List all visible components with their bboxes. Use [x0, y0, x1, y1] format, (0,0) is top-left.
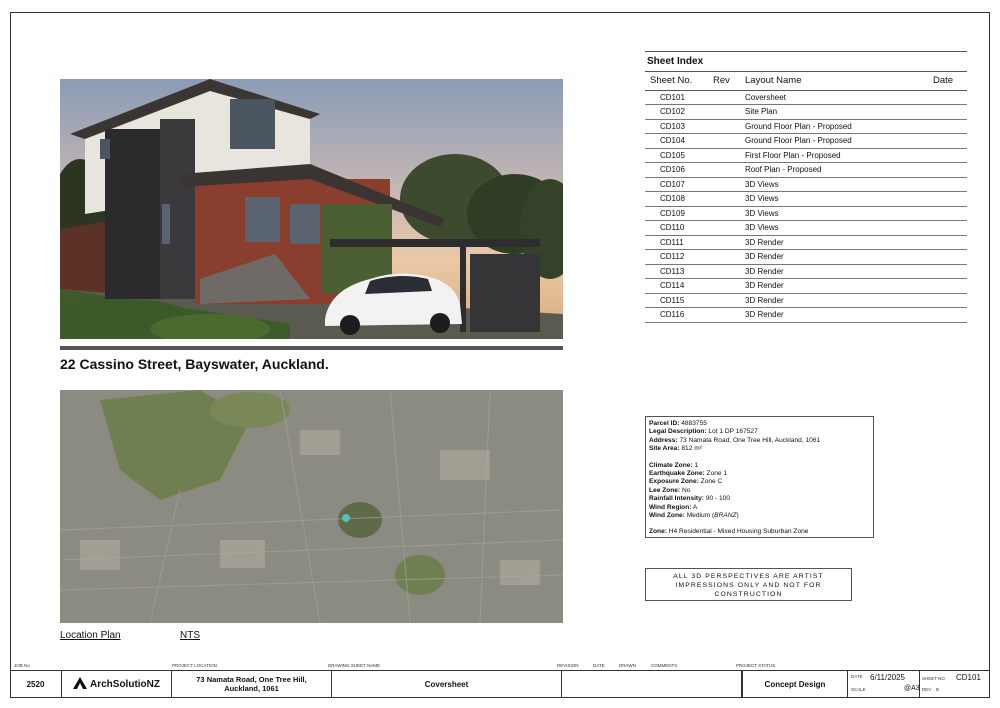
row-sheet-no: CD111	[645, 235, 713, 250]
row-rev	[713, 177, 745, 192]
sheet-number-cell	[920, 671, 990, 697]
row-layout-name: Coversheet	[745, 90, 933, 105]
row-rev	[713, 293, 745, 308]
row-layout-name: Roof Plan - Proposed	[745, 163, 933, 178]
row-sheet-no: CD115	[645, 293, 713, 308]
row-date	[933, 293, 967, 308]
row-sheet-no: CD102	[645, 105, 713, 120]
climate-zone: Climate Zone: 1	[649, 461, 699, 469]
row-rev	[713, 148, 745, 163]
disclaimer-line-2: IMPRESSIONS ONLY AND NOT FOR	[675, 582, 822, 589]
row-date	[933, 206, 967, 221]
parcel-id: Parcel ID: 4883755	[649, 420, 707, 427]
sheet-index-row	[645, 235, 967, 250]
sheet-index-row	[645, 177, 967, 192]
row-sheet-no: CD110	[645, 221, 713, 236]
row-layout-name: 3D Render	[745, 279, 933, 294]
sheet-index-row	[645, 192, 967, 207]
row-layout-name: 3D Render	[745, 308, 933, 323]
row-sheet-no: CD112	[645, 250, 713, 265]
sheet-index-row	[645, 264, 967, 279]
sheet-revision: B	[936, 687, 940, 692]
col-date: Date	[933, 72, 967, 90]
row-rev	[713, 308, 745, 323]
sheet-index-row	[645, 279, 967, 294]
label-project-status: PROJECT STATUS	[736, 663, 776, 668]
row-layout-name: First Floor Plan - Proposed	[745, 148, 933, 163]
label-scale-small: SCALE	[851, 687, 866, 692]
company-logo-text: ArchSolutioNZ	[90, 678, 160, 690]
row-sheet-no: CD106	[645, 163, 713, 178]
row-layout-name: 3D Views	[745, 221, 933, 236]
row-date	[933, 192, 967, 207]
company-logo	[62, 671, 172, 697]
row-sheet-no: CD113	[645, 264, 713, 279]
row-layout-name: 3D Render	[745, 293, 933, 308]
sheet-index-row	[645, 134, 967, 149]
row-layout-name: 3D Render	[745, 250, 933, 265]
row-sheet-no: CD116	[645, 308, 713, 323]
project-address-title: 22 Cassino Street, Bayswater, Auckland.	[60, 356, 329, 372]
row-sheet-no: CD104	[645, 134, 713, 149]
label-date: DATE	[593, 663, 605, 668]
row-rev	[713, 192, 745, 207]
col-sheet-no: Sheet No.	[645, 72, 713, 90]
project-location-line-2: Auckland, 1061	[224, 684, 279, 693]
site-area: Site Area: 812 m²	[649, 445, 702, 453]
row-rev	[713, 119, 745, 134]
location-plan-label: Location Plan	[60, 630, 121, 641]
disclaimer-line-3: CONSTRUCTION	[714, 591, 783, 598]
legal-description: Legal Description: Lot 1 DP 167527	[649, 428, 758, 436]
sheet-index-row	[645, 308, 967, 323]
sheet-index-row	[645, 163, 967, 178]
wind-region: Wind Region: A	[649, 503, 698, 511]
row-date	[933, 119, 967, 134]
hero-render-image	[60, 79, 563, 339]
title-block	[10, 670, 990, 697]
project-status: Concept Design	[742, 671, 848, 697]
sheet-date: 6/11/2025	[870, 673, 905, 682]
address: Address: 73 Namata Road, One Tree Hill, Auckland, 1061	[649, 436, 821, 444]
location-plan-caption	[60, 630, 200, 641]
row-layout-name: 3D Render	[745, 235, 933, 250]
sheet-index-row	[645, 90, 967, 105]
sheet-index-row	[645, 250, 967, 265]
row-rev	[713, 264, 745, 279]
label-date-small: DATE	[851, 674, 863, 679]
row-date	[933, 264, 967, 279]
property-info-box	[645, 416, 874, 538]
row-date	[933, 90, 967, 105]
label-job-no: JOB No	[14, 663, 30, 668]
row-sheet-no: CD105	[645, 148, 713, 163]
rainfall-intensity: Rainfall Intensity: 90 - 100	[649, 495, 731, 503]
project-location	[172, 671, 332, 697]
row-rev	[713, 134, 745, 149]
location-plan-aerial-map	[60, 390, 563, 623]
row-sheet-no: CD114	[645, 279, 713, 294]
row-date	[933, 221, 967, 236]
row-sheet-no: CD109	[645, 206, 713, 221]
sheet-index-row	[645, 148, 967, 163]
wind-zone: Wind Zone: Medium (BRANZ)	[649, 512, 739, 520]
sheet-index-row	[645, 293, 967, 308]
row-layout-name: Site Plan	[745, 105, 933, 120]
planning-zone: Zone: H4 Residential - Mixed Housing Suburban Zone	[649, 528, 809, 536]
logo-mark-icon	[73, 677, 87, 692]
row-date	[933, 308, 967, 323]
exposure-zone: Exposure Zone: Zone C	[649, 478, 723, 486]
row-sheet-no: CD103	[645, 119, 713, 134]
label-drawn: DRAWN	[619, 663, 636, 668]
row-date	[933, 279, 967, 294]
row-sheet-no: CD108	[645, 192, 713, 207]
sheet-index-row	[645, 105, 967, 120]
label-sheet-no-small: SHEET NO	[922, 676, 945, 681]
lee-zone: Lee Zone: No	[649, 486, 691, 494]
sheet-index-header-row	[645, 72, 967, 90]
row-layout-name: Ground Floor Plan - Proposed	[745, 119, 933, 134]
row-date	[933, 134, 967, 149]
revision-area	[562, 671, 742, 697]
row-rev	[713, 221, 745, 236]
row-layout-name: Ground Floor Plan - Proposed	[745, 134, 933, 149]
sheet-index-title: Sheet Index	[645, 51, 967, 72]
row-rev	[713, 206, 745, 221]
earthquake-zone: Earthquake Zone: Zone 1	[649, 470, 728, 478]
row-sheet-no: CD101	[645, 90, 713, 105]
row-date	[933, 163, 967, 178]
row-rev	[713, 105, 745, 120]
row-rev	[713, 90, 745, 105]
col-layout-name: Layout Name	[745, 72, 933, 90]
sheet-index-row	[645, 119, 967, 134]
date-scale-cell	[848, 671, 920, 697]
row-date	[933, 148, 967, 163]
row-sheet-no: CD107	[645, 177, 713, 192]
row-rev	[713, 250, 745, 265]
label-comments: COMMENTS	[651, 663, 678, 668]
row-date	[933, 235, 967, 250]
sheet-number: CD101	[956, 673, 981, 682]
row-layout-name: 3D Views	[745, 206, 933, 221]
row-rev	[713, 235, 745, 250]
row-date	[933, 105, 967, 120]
row-date	[933, 177, 967, 192]
sheet-index	[645, 51, 967, 323]
location-plan-scale: NTS	[180, 630, 200, 641]
col-rev: Rev	[713, 72, 745, 90]
sheet-index-row	[645, 206, 967, 221]
row-layout-name: 3D Views	[745, 192, 933, 207]
label-drawing-sheet-name: DRAWING SHEET NAME	[328, 663, 381, 668]
disclaimer-line-1: ALL 3D PERSPECTIVES ARE ARTIST	[673, 573, 824, 580]
row-rev	[713, 279, 745, 294]
row-layout-name: 3D Render	[745, 264, 933, 279]
label-project-location: PROJECT LOCATION	[172, 663, 217, 668]
project-location-line-1: 73 Namata Road, One Tree Hill,	[196, 675, 307, 684]
label-revision: REVISION	[557, 663, 579, 668]
sheet-index-row	[645, 221, 967, 236]
disclaimer-box	[645, 568, 852, 601]
label-rev-small: REV	[922, 687, 932, 692]
job-number: 2520	[10, 671, 62, 697]
row-rev	[713, 163, 745, 178]
sheet-index-table	[645, 72, 967, 323]
hero-divider-bar	[60, 346, 563, 350]
sheet-scale: @A3	[904, 685, 920, 692]
row-date	[933, 250, 967, 265]
drawing-sheet-name: Coversheet	[332, 671, 562, 697]
row-layout-name: 3D Views	[745, 177, 933, 192]
